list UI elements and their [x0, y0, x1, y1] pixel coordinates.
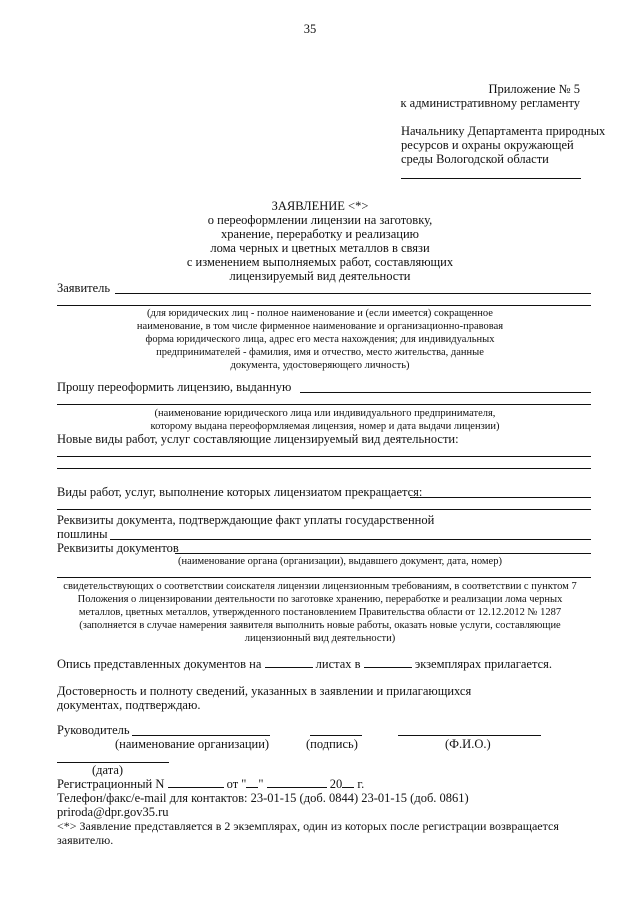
compliance-note-5: лицензионный вид деятельности)	[244, 633, 396, 644]
registration-part-1: Регистрационный N	[57, 777, 165, 791]
registration-line	[57, 776, 364, 792]
registration-day-field[interactable]	[246, 776, 258, 788]
applicant-note-3: форма юридического лица, адрес его места нахождения; для индивидуальных	[145, 334, 495, 345]
applicant-field-2[interactable]	[57, 305, 591, 306]
addressee-line-2: ресурсов и охраны окружающей	[401, 138, 574, 152]
payment-field[interactable]	[110, 539, 591, 540]
stopped-works-field-1[interactable]	[410, 497, 591, 498]
reliability-line-1: Достоверность и полноту сведений, указанных в заявлении и прилагающихся	[57, 684, 472, 698]
applicant-note-4: предпринимателей - фамилия, имя и отчество, место жительства, данные	[156, 347, 484, 358]
stopped-works-field-2[interactable]	[57, 509, 591, 510]
title-line-3: хранение, переработку и реализацию	[220, 227, 420, 241]
applicant-label: Заявитель	[57, 281, 111, 295]
applicant-note-1: (для юридических лиц - полное наименование и (если имеется) сокращенное	[147, 308, 493, 319]
payment-label-2: пошлины	[57, 527, 108, 541]
inventory-copies-field[interactable]	[364, 656, 412, 668]
registration-month-field[interactable]	[267, 776, 327, 788]
request-field-2[interactable]	[57, 404, 591, 405]
inventory-part-1: Опись представленных документов на	[57, 657, 262, 671]
appendix-line-1: Приложение № 5	[488, 82, 580, 96]
addressee-underline	[401, 178, 581, 179]
head-org-field[interactable]	[132, 735, 270, 736]
title-line-5: с изменением выполняемых работ, составляющих	[186, 255, 454, 269]
addressee-line-3: среды Вологодской области	[401, 152, 549, 166]
contacts-line-2: priroda@dpr.gov35.ru	[57, 805, 169, 819]
applicant-note-2: наименование, в том числе фирменное наименование и организационно-правовая	[136, 321, 504, 332]
title-line-4: лома черных и цветных металлов в связи	[210, 241, 430, 255]
page-number: 35	[303, 22, 317, 36]
docs-field-2[interactable]	[57, 577, 591, 578]
registration-part-5: г.	[357, 777, 365, 791]
head-label: Руководитель	[57, 723, 130, 737]
inventory-line	[57, 656, 552, 672]
inventory-sheets-field[interactable]	[265, 656, 313, 668]
applicant-field-1[interactable]	[115, 293, 591, 294]
appendix-line-2: к административному регламенту	[400, 96, 580, 110]
applicant-note-5: документа, удостоверяющего личность)	[230, 360, 410, 371]
docs-field-1[interactable]	[175, 553, 591, 554]
reliability-line-2: документах, подтверждаю.	[57, 698, 201, 712]
head-fio-field[interactable]	[398, 735, 541, 736]
compliance-note-1: свидетельствующих о соответствии соискателя лицензии лицензионным требованиям, в соответствии с пунктом 7	[63, 581, 577, 592]
sign-label-fio: (Ф.И.О.)	[445, 737, 491, 751]
compliance-note-2: Положения о лицензировании деятельности по заготовке хранению, переработке и реализации лома черных	[77, 594, 563, 605]
request-note-1: (наименование юридического лица или индивидуального предпринимателя,	[154, 408, 496, 419]
request-label: Прошу переоформить лицензию, выданную	[57, 380, 292, 394]
compliance-note-4: (заполняется в случае намерения заявителя выполнить новые работы, оказать новые услуги, составляющие	[79, 620, 561, 631]
footnote-line-1: <*> Заявление представляется в 2 экземплярах, один из которых после регистрации возвращается	[57, 819, 559, 833]
new-works-field-2[interactable]	[57, 468, 591, 469]
date-label: (дата)	[92, 763, 124, 777]
registration-part-3: "	[258, 777, 264, 791]
compliance-note-3: металлов, цветных металлов, утвержденного постановлением Правительства области от 12.12.2012 № 1287	[78, 607, 562, 618]
title-line-2: о переоформлении лицензии на заготовку,	[207, 213, 433, 227]
docs-label: Реквизиты документов	[57, 541, 179, 555]
request-note-2: которому выдана переоформляемая лицензия, номер и дата выдачи лицензии)	[150, 421, 500, 432]
registration-number-field[interactable]	[168, 776, 224, 788]
inventory-part-2: листах в	[315, 657, 361, 671]
registration-part-4: 20	[329, 777, 343, 791]
title-line-6: лицензируемый вид деятельности	[229, 269, 411, 283]
new-works-field-1[interactable]	[57, 456, 591, 457]
sign-label-sign: (подпись)	[306, 737, 358, 751]
head-sign-field[interactable]	[310, 735, 362, 736]
new-works-label: Новые виды работ, услуг составляющие лицензируемый вид деятельности:	[57, 432, 459, 446]
contacts-line-1: Телефон/факс/e-mail для контактов: 23-01-15 (доб. 0844) 23-01-15 (доб. 0861)	[57, 791, 469, 805]
title-line-1: ЗАЯВЛЕНИЕ <*>	[271, 199, 369, 213]
docs-note: (наименование органа (организации), выдавшего документ, дата, номер)	[178, 556, 502, 567]
payment-label-1: Реквизиты документа, подтверждающие факт уплаты государственной	[57, 513, 435, 527]
registration-year-field[interactable]	[342, 776, 354, 788]
registration-part-2: от "	[226, 777, 247, 791]
stopped-works-label: Виды работ, услуг, выполнение которых лицензиатом прекращается:	[57, 485, 423, 499]
inventory-part-3: экземплярах прилагается.	[414, 657, 553, 671]
request-field-1[interactable]	[300, 392, 591, 393]
footnote-line-2: заявителю.	[57, 833, 114, 847]
sign-label-org: (наименование организации)	[115, 737, 270, 751]
addressee-line-1: Начальнику Департамента природных	[401, 124, 606, 138]
